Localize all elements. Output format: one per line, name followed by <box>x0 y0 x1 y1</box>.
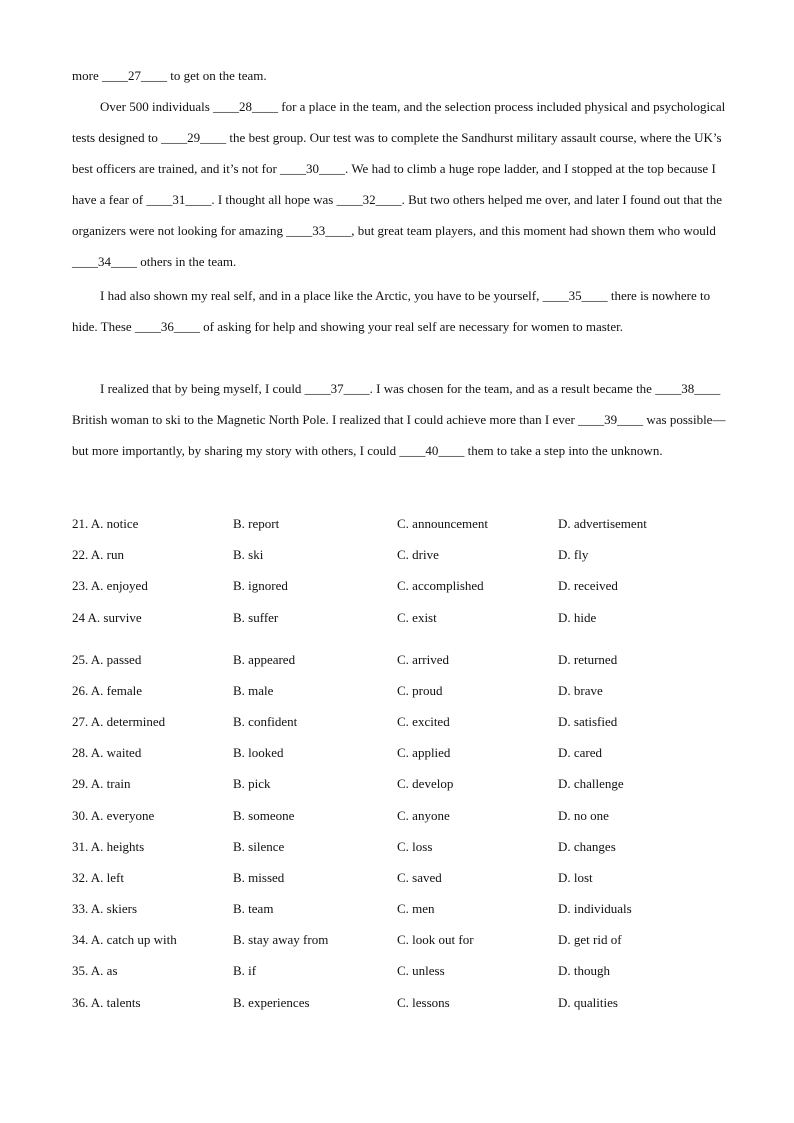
option-b: B. pick <box>233 776 271 792</box>
question-row <box>72 675 732 706</box>
question-row <box>72 644 732 675</box>
option-a: 28. A. waited <box>72 745 142 761</box>
question-row <box>72 862 732 893</box>
option-b: B. suffer <box>233 609 279 625</box>
question-row <box>72 831 732 862</box>
question-row <box>72 768 732 799</box>
option-b: B. confident <box>233 713 298 729</box>
option-c: C. exist <box>397 609 437 625</box>
option-b: B. team <box>233 901 274 917</box>
question-row <box>72 987 732 1018</box>
option-b: B. appeared <box>233 651 296 667</box>
question-row <box>72 955 732 986</box>
question-row <box>72 800 732 831</box>
passage-paragraph-1: more ____27____ to get on the team. <box>72 68 267 83</box>
option-c: C. anyone <box>397 807 450 823</box>
option-d: D. brave <box>558 682 603 698</box>
question-row <box>72 893 732 924</box>
option-a: 22. A. run <box>72 547 124 563</box>
option-a: 27. A. determined <box>72 713 166 729</box>
option-c: C. accomplished <box>397 578 484 594</box>
option-a: 26. A. female <box>72 682 143 698</box>
option-a: 23. A. enjoyed <box>72 578 148 594</box>
option-d: D. fly <box>558 547 589 563</box>
option-b: B. stay away from <box>233 932 329 948</box>
option-a: 24 A. survive <box>72 609 142 625</box>
option-b: B. ignored <box>233 578 288 594</box>
passage-paragraph-4: I realized that by being myself, I could ____37____. I was chosen for the team, and as a result became the ____38____ British woman to ski to the Magnetic North Pole. I realized that I could achieve more than I ever ____39____ was possible—but more importantly, by sharing my story with others, I could ____40____ them to take a step into the unknown. <box>72 381 726 458</box>
option-a: 35. A. as <box>72 963 118 979</box>
question-row <box>72 924 732 955</box>
option-d: D. hide <box>558 609 597 625</box>
option-d: D. lost <box>558 869 593 885</box>
option-c: C. drive <box>397 547 439 563</box>
option-c: C. excited <box>397 713 450 729</box>
question-row <box>72 570 732 601</box>
option-b: B. silence <box>233 838 285 854</box>
option-d: D. received <box>558 578 618 594</box>
option-d: D. returned <box>558 651 618 667</box>
option-c: C. applied <box>397 745 451 761</box>
option-a: 21. A. notice <box>72 516 139 531</box>
option-b: B. looked <box>233 745 284 761</box>
option-d: D. satisfied <box>558 713 618 729</box>
option-b: B. if <box>233 963 257 979</box>
option-a: 31. A. heights <box>72 838 145 854</box>
option-d: D. individuals <box>558 901 632 917</box>
option-d: D. advertisement <box>558 516 647 531</box>
option-c: C. men <box>397 901 435 917</box>
option-a: 33. A. skiers <box>72 901 137 917</box>
option-b: B. male <box>233 682 274 698</box>
passage-paragraph-3: I had also shown my real self, and in a place like the Arctic, you have to be yourself, ____35____ there is nowhere to hide. These ____36____ of asking for help and showing your real self are necessary for women to master. <box>72 288 711 334</box>
question-row <box>72 602 732 644</box>
option-d: D. qualities <box>558 994 618 1010</box>
option-a: 36. A. talents <box>72 994 141 1010</box>
option-c: C. look out for <box>397 932 474 948</box>
option-d: D. challenge <box>558 776 624 792</box>
option-d: D. cared <box>558 745 603 761</box>
option-d: D. though <box>558 963 610 979</box>
option-d: D. no one <box>558 807 609 823</box>
option-a: 32. A. left <box>72 869 124 885</box>
options-list <box>72 508 732 1018</box>
option-d: D. changes <box>558 838 616 854</box>
option-c: C. develop <box>397 776 454 792</box>
option-c: C. announcement <box>397 516 488 531</box>
option-c: C. arrived <box>397 651 449 667</box>
question-row <box>72 737 732 768</box>
question-row <box>72 706 732 737</box>
passage-paragraph-2: Over 500 individuals ____28____ for a place in the team, and the selection process included physical and psychological tests designed to ____29____ the best group. Our test was to complete the Sandhurst military assault course, where the UK’s best officers are trained, and it’s not for ____30____. We had to climb a huge rope ladder, and I stopped at the top because I have a fear of ____31____. I thought all hope was ____32____. But two others helped me over, and later I found out that the organizers were not looking for amazing ____33____, but great team players, and this moment had shown them who would ____34____ others in the team. <box>72 99 726 269</box>
option-b: B. ski <box>233 547 264 563</box>
option-a: 30. A. everyone <box>72 807 155 823</box>
option-a: 25. A. passed <box>72 651 142 667</box>
option-c: C. unless <box>397 963 445 979</box>
option-c: C. loss <box>397 838 433 854</box>
option-c: C. lessons <box>397 994 450 1010</box>
question-row <box>72 508 732 539</box>
option-a: 34. A. catch up with <box>72 932 177 948</box>
option-d: D. get rid of <box>558 932 622 948</box>
option-a: 29. A. train <box>72 776 131 792</box>
question-row <box>72 539 732 570</box>
option-c: C. saved <box>397 869 442 885</box>
option-b: B. experiences <box>233 994 310 1010</box>
option-b: B. someone <box>233 807 295 823</box>
option-b: B. missed <box>233 869 285 885</box>
option-b: B. report <box>233 516 280 531</box>
option-c: C. proud <box>397 682 443 698</box>
